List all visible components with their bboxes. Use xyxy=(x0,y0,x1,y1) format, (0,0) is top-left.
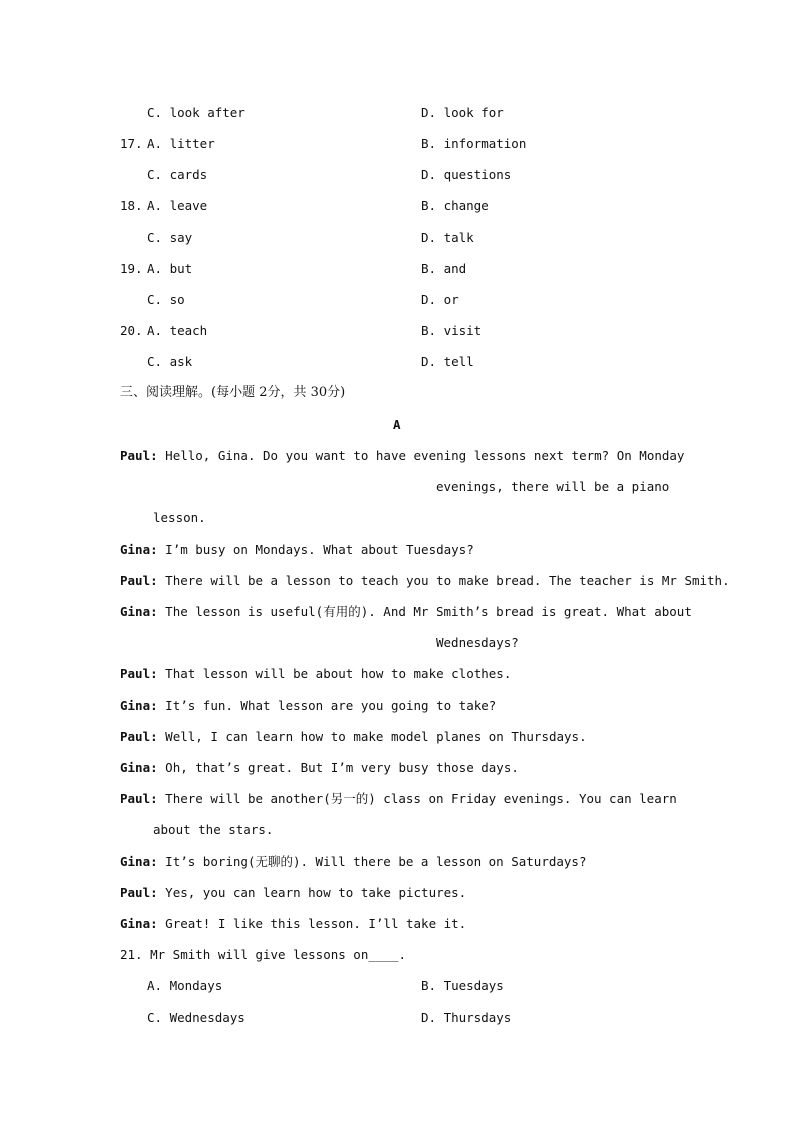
utterance: That lesson will be about how to make clothes. xyxy=(165,666,512,681)
dialogue-line xyxy=(120,448,684,464)
q17-option-c: C. cards xyxy=(147,167,208,182)
dialogue-line xyxy=(120,542,474,558)
speaker: Paul: xyxy=(120,573,158,588)
q20-option-c: C. ask xyxy=(147,354,193,369)
q17-option-a: A. litter xyxy=(147,136,215,151)
q20-number: 20. xyxy=(120,323,143,338)
speaker: Paul: xyxy=(120,666,158,681)
dialogue-line xyxy=(120,916,466,932)
dialogue-line xyxy=(120,791,677,807)
q21-option-a: A. Mondays xyxy=(147,978,223,993)
q18-option-c: C. say xyxy=(147,230,193,245)
utterance-continued: Wednesdays? xyxy=(436,635,519,650)
q18-option-b: B. change xyxy=(421,198,489,213)
speaker: Paul: xyxy=(120,448,158,463)
utterance: Hello, Gina. Do you want to have evening lessons next term? On Monday xyxy=(165,448,685,463)
utterance: The lesson is useful(有用的). And Mr Smith’s bread is great. What about xyxy=(165,604,692,619)
passage-label: A xyxy=(393,417,401,432)
dialogue-line xyxy=(120,698,496,714)
q18-option-d: D. talk xyxy=(421,230,474,245)
q19-option-c: C. so xyxy=(147,292,185,307)
q20-option-d: D. tell xyxy=(421,354,474,369)
q20-option-b: B. visit xyxy=(421,323,482,338)
speaker: Paul: xyxy=(120,885,158,900)
utterance: There will be another(另一的) class on Friday evenings. You can learn xyxy=(165,791,677,806)
utterance-continued: evenings, there will be a piano xyxy=(436,479,670,494)
utterance: It’s fun. What lesson are you going to take? xyxy=(165,698,497,713)
utterance: I’m busy on Mondays. What about Tuesdays? xyxy=(165,542,474,557)
q21-option-b: B. Tuesdays xyxy=(421,978,504,993)
q16-option-c: C. look after xyxy=(147,105,245,120)
speaker: Gina: xyxy=(120,854,158,869)
speaker: Paul: xyxy=(120,791,158,806)
q20-option-a: A. teach xyxy=(147,323,208,338)
dialogue-line xyxy=(120,666,511,682)
q18-option-a: A. leave xyxy=(147,198,208,213)
dialogue-line xyxy=(120,854,586,870)
dialogue-line xyxy=(120,885,466,901)
q19-option-b: B. and xyxy=(421,261,467,276)
q21-option-c: C. Wednesdays xyxy=(147,1010,245,1025)
q17-number: 17. xyxy=(120,136,143,151)
q21-option-d: D. Thursdays xyxy=(421,1010,512,1025)
q17-option-d: D. questions xyxy=(421,167,512,182)
dialogue-line xyxy=(120,760,519,776)
speaker: Paul: xyxy=(120,729,158,744)
utterance-continued: lesson. xyxy=(153,510,206,525)
speaker: Gina: xyxy=(120,542,158,557)
utterance: There will be a lesson to teach you to make bread. The teacher is Mr Smith. xyxy=(165,573,730,588)
q21-stem: 21. Mr Smith will give lessons on____. xyxy=(120,947,406,962)
q19-option-d: D. or xyxy=(421,292,459,307)
speaker: Gina: xyxy=(120,916,158,931)
dialogue-line xyxy=(120,604,692,620)
q17-option-b: B. information xyxy=(421,136,527,151)
q19-option-a: A. but xyxy=(147,261,193,276)
dialogue-line xyxy=(120,573,730,589)
speaker: Gina: xyxy=(120,604,158,619)
utterance: Yes, you can learn how to take pictures. xyxy=(165,885,467,900)
utterance: Oh, that’s great. But I’m very busy those days. xyxy=(165,760,519,775)
q19-number: 19. xyxy=(120,261,143,276)
speaker: Gina: xyxy=(120,698,158,713)
q18-number: 18. xyxy=(120,198,143,213)
utterance: Great! I like this lesson. I’ll take it. xyxy=(165,916,467,931)
utterance: It’s boring(无聊的). Will there be a lesson on Saturdays? xyxy=(165,854,587,869)
utterance: Well, I can learn how to make model planes on Thursdays. xyxy=(165,729,587,744)
speaker: Gina: xyxy=(120,760,158,775)
dialogue-line xyxy=(120,729,587,745)
q16-option-d: D. look for xyxy=(421,105,504,120)
section-title: 三、阅读理解。(每小题 2分，共 30分) xyxy=(120,385,346,400)
utterance-continued: about the stars. xyxy=(153,822,274,837)
